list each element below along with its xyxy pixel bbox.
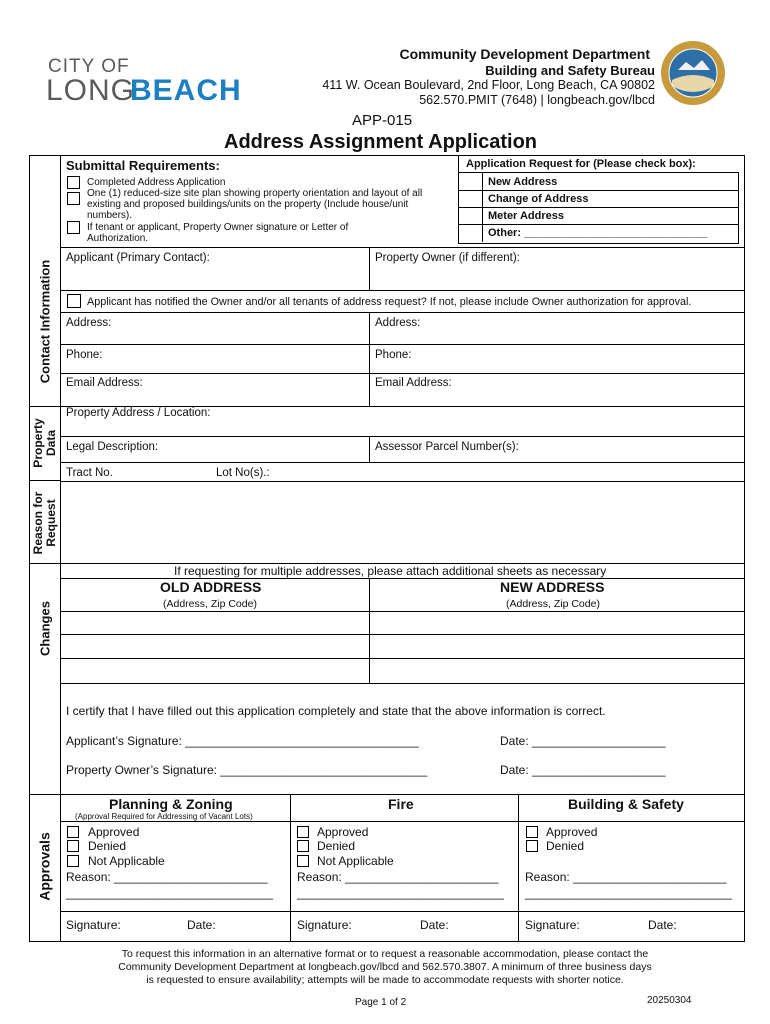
- footer-accommodation-note: To request this information in an alternative format or to request a reasonable accommodation, please contact the Community Development Department at longbeach.gov/lbcd and 562.570.3807. A minimum of three business days is requested to ensure availability; attempts will be made to accommodate requests with shorter notice.: [118, 948, 652, 986]
- request-checkbox-meter[interactable]: [465, 210, 476, 221]
- submittal-checkbox-1[interactable]: [67, 176, 80, 189]
- request-opt-meter: Meter Address: [488, 210, 565, 222]
- planning-denied-label: Denied: [88, 839, 127, 853]
- changes-note: If requesting for multiple addresses, please attach additional sheets as necessary: [174, 564, 607, 578]
- property-location-label: Property Address / Location:: [66, 407, 211, 419]
- form-code: APP-015: [352, 112, 413, 129]
- fire-signature-label: Signature:: [297, 918, 352, 932]
- page-title: Address Assignment Application: [224, 131, 538, 153]
- bureau-name: Building and Safety Bureau: [485, 63, 655, 78]
- building-denied-label: Denied: [546, 839, 585, 853]
- changes-row-3[interactable]: [60, 658, 745, 659]
- planning-signature-label: Signature:: [66, 918, 121, 932]
- submittal-checkbox-3[interactable]: [67, 221, 80, 234]
- changes-row-4[interactable]: [60, 683, 745, 684]
- building-reason[interactable]: Reason: _______________________: [525, 870, 727, 884]
- fire-approved-checkbox[interactable]: [297, 826, 309, 838]
- submittal-item-1: Completed Address Application: [87, 177, 226, 188]
- request-checkbox-new[interactable]: [465, 176, 476, 187]
- building-signature-label: Signature:: [525, 918, 580, 932]
- section-approvals-label: Approvals: [36, 832, 53, 901]
- building-approved-label: Approved: [546, 825, 598, 839]
- fire-date-label: Date:: [420, 918, 449, 932]
- city-seal: [660, 40, 726, 106]
- owner-notified-checkbox[interactable]: [67, 294, 81, 308]
- owner-label: Property Owner (if different):: [375, 252, 520, 264]
- request-opt-other: Other: ______________________________: [488, 227, 708, 239]
- request-checkbox-other[interactable]: [465, 227, 476, 238]
- dept-contact: 562.570.PMIT (7648) | longbeach.gov/lbcd: [419, 93, 655, 107]
- planning-na-checkbox[interactable]: [67, 855, 79, 867]
- revision-date: 20250304: [647, 995, 692, 1006]
- certify-text: I certify that I have filled out this application completely and state that the above information is correct.: [66, 704, 606, 718]
- planning-approved-label: Approved: [88, 825, 140, 839]
- request-opt-change: Change of Address: [488, 193, 589, 205]
- dept-address: 411 W. Ocean Boulevard, 2nd Floor, Long Beach, CA 90802: [322, 78, 655, 92]
- planning-note: (Approval Required for Addressing of Vacant Lots): [75, 812, 253, 821]
- applicant-label: Applicant (Primary Contact):: [66, 252, 210, 264]
- owner-email-label: Email Address:: [375, 377, 452, 389]
- new-address-heading: NEW ADDRESS: [500, 579, 605, 595]
- planning-reason-line2[interactable]: _______________________________: [66, 886, 273, 900]
- section-contact-label: Contact Information: [37, 259, 53, 384]
- fire-approved-label: Approved: [317, 825, 369, 839]
- applicant-email-label: Email Address:: [66, 377, 143, 389]
- owner-address-label: Address:: [375, 317, 421, 329]
- fire-denied-checkbox[interactable]: [297, 840, 309, 852]
- section-property-label: Property Data: [31, 418, 58, 468]
- fire-reason-line2[interactable]: _______________________________: [297, 886, 504, 900]
- submittal-item-3: If tenant or applicant, Property Owner signature or Letter of Authorization.: [87, 222, 349, 244]
- building-denied-checkbox[interactable]: [526, 840, 538, 852]
- dept-name: Community Development Department: [399, 46, 650, 62]
- new-address-sub: (Address, Zip Code): [506, 598, 600, 610]
- submittal-heading: Submittal Requirements:: [66, 158, 220, 173]
- planning-na-label: Not Applicable: [88, 854, 165, 868]
- tract-label: Tract No.: [66, 467, 113, 479]
- request-opt-new: New Address: [488, 176, 558, 188]
- planning-heading: Planning & Zoning: [109, 796, 233, 812]
- owner-phone-label: Phone:: [375, 349, 412, 361]
- page-number: Page 1 of 2: [355, 997, 407, 1008]
- applicant-signature-line[interactable]: Applicant’s Signature: ___________________________________: [66, 734, 419, 748]
- changes-row-2[interactable]: [60, 634, 745, 635]
- changes-row-1[interactable]: [60, 611, 745, 612]
- building-approved-checkbox[interactable]: [526, 826, 538, 838]
- applicant-date-line[interactable]: Date: ____________________: [500, 734, 666, 748]
- planning-date-label: Date:: [187, 918, 216, 932]
- applicant-address-label: Address:: [66, 317, 112, 329]
- fire-reason[interactable]: Reason: _______________________: [297, 870, 499, 884]
- applicant-phone-label: Phone:: [66, 349, 103, 361]
- building-date-label: Date:: [648, 918, 677, 932]
- section-changes-label: Changes: [37, 601, 53, 656]
- building-reason-line2[interactable]: _______________________________: [525, 886, 732, 900]
- fire-na-checkbox[interactable]: [297, 855, 309, 867]
- logo-long: LONG: [46, 74, 136, 107]
- submittal-item-2: One (1) reduced-size site plan showing property orientation and layout of all existing and proposed buildings/units on the property (Include house/unit numbers).: [87, 188, 423, 221]
- planning-reason[interactable]: Reason: _______________________: [66, 870, 268, 884]
- apn-label: Assessor Parcel Number(s):: [375, 441, 519, 453]
- request-checkbox-change[interactable]: [465, 193, 476, 204]
- building-heading: Building & Safety: [568, 796, 684, 812]
- fire-na-label: Not Applicable: [317, 854, 394, 868]
- logo-beach: BEACH: [130, 74, 242, 107]
- planning-approved-checkbox[interactable]: [67, 826, 79, 838]
- lot-label: Lot No(s).:: [216, 467, 270, 479]
- submittal-checkbox-2[interactable]: [67, 192, 80, 205]
- section-reason-label: Reason for Request: [31, 491, 58, 555]
- legal-description-label: Legal Description:: [66, 441, 159, 453]
- planning-denied-checkbox[interactable]: [67, 840, 79, 852]
- logo-city-of: CITY OF: [48, 56, 130, 77]
- fire-heading: Fire: [388, 796, 414, 812]
- old-address-heading: OLD ADDRESS: [160, 579, 262, 595]
- old-address-sub: (Address, Zip Code): [163, 598, 257, 610]
- owner-signature-line[interactable]: Property Owner’s Signature: _______________________________: [66, 763, 428, 777]
- request-heading: Application Request for (Please check box):: [466, 158, 696, 170]
- owner-notified-text: Applicant has notified the Owner and/or all tenants of address request? If not, please include Owner authorization for approval.: [87, 296, 692, 308]
- owner-date-line[interactable]: Date: ____________________: [500, 763, 666, 777]
- fire-denied-label: Denied: [317, 839, 356, 853]
